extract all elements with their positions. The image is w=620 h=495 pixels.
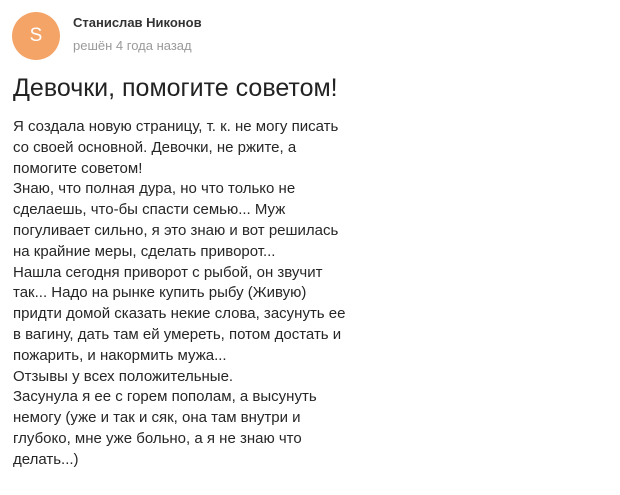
question-status: решён 4 года назад bbox=[73, 38, 192, 53]
author-row bbox=[12, 12, 202, 60]
author-name[interactable]: Станислав Никонов bbox=[73, 15, 202, 30]
author-meta bbox=[73, 12, 202, 54]
question-body bbox=[13, 117, 353, 471]
avatar[interactable]: S bbox=[12, 12, 60, 60]
question-title: Девочки, помогите советом! bbox=[13, 74, 338, 102]
body-paragraph: Отзывы у всех положительные. bbox=[13, 367, 234, 385]
body-paragraph: Засунула я ее с горем пополам, а высунуть немогу (уже и так и сяк, она там внутри и глубоко, мне уже больно, а я не знаю что делать...) bbox=[13, 388, 317, 468]
body-paragraph: Знаю, что полная дура, но что только не сделаешь, что-бы спасти семью... Муж погуливает сильно, я это знаю и вот решилась на крайние меры, сделать приворот... bbox=[13, 180, 339, 260]
body-paragraph: Нашла сегодня приворот с рыбой, он звучит так... Надо на рынке купить рыбу (Живую) придти домой сказать некие слова, засунуть ее в вагину, дать там ей умереть, потом достать и пожарить, и накормить мужа... bbox=[13, 263, 346, 364]
body-paragraph: Я создала новую страницу, т. к. не могу писать со своей основной. Девочки, не ржите, а помогите советом! bbox=[13, 118, 339, 177]
